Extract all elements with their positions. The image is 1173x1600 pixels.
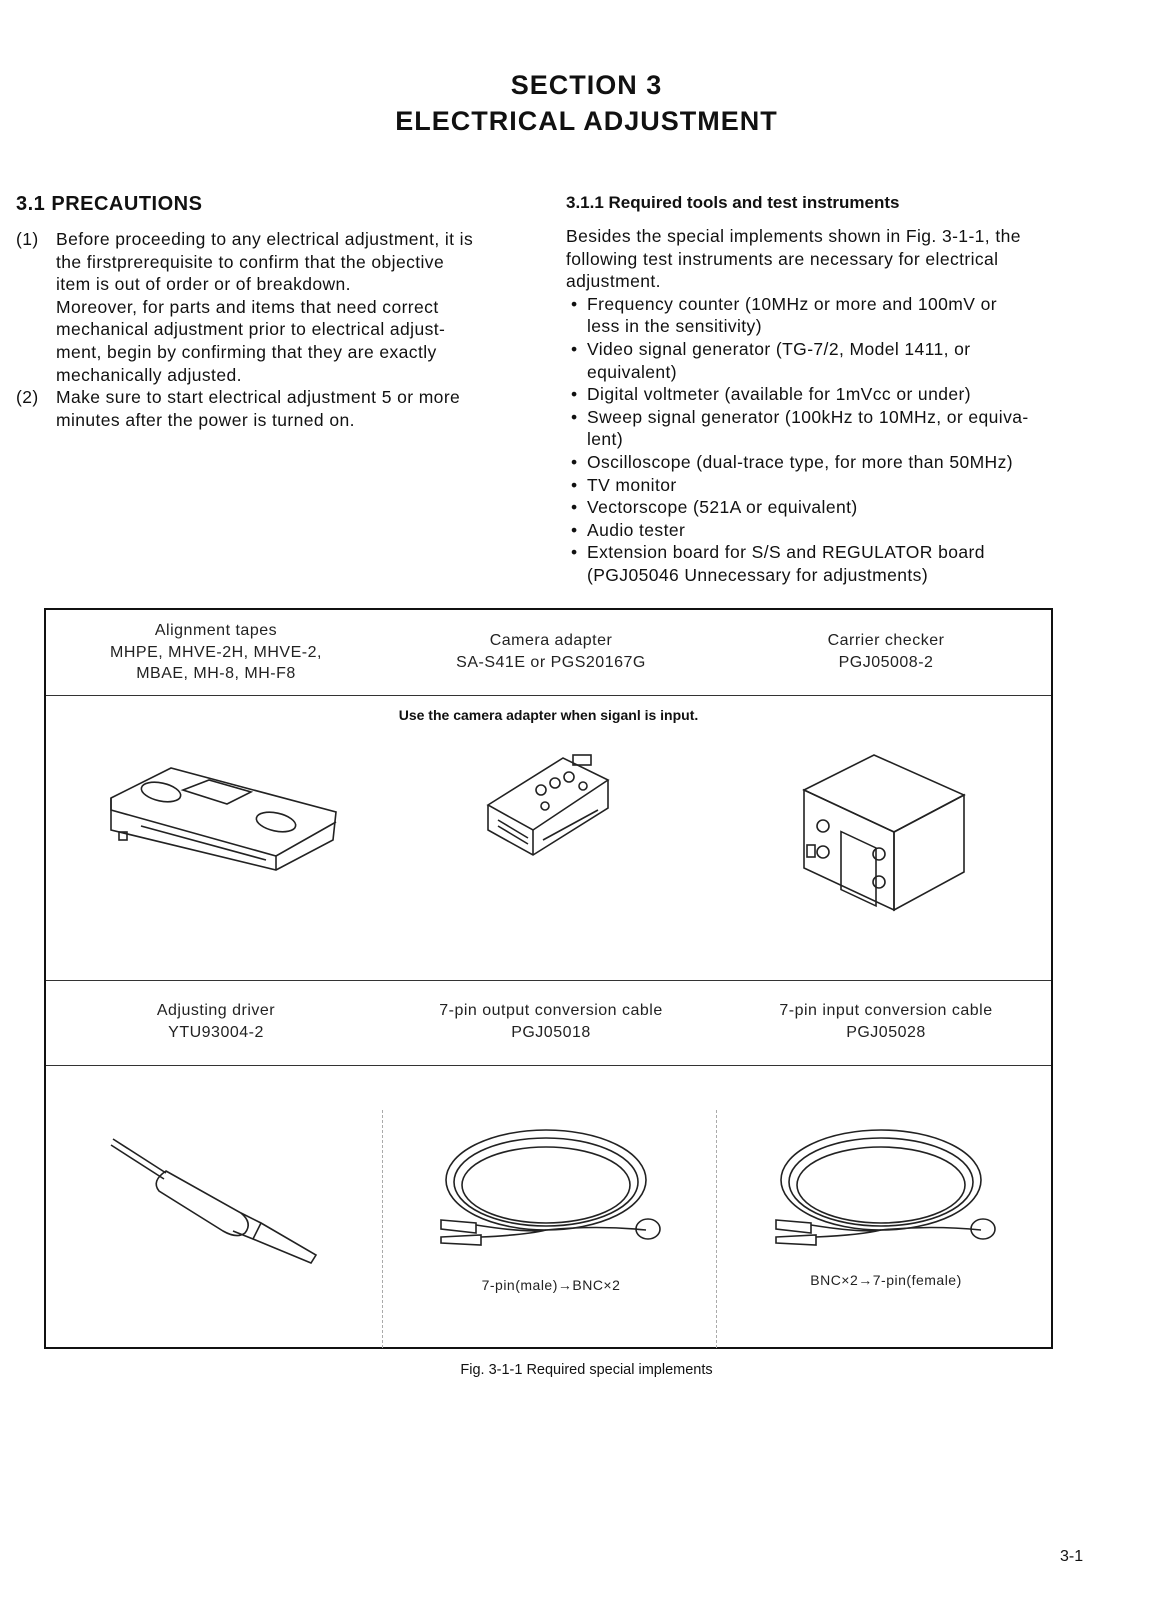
text-line: less in the sensitivity) xyxy=(587,316,762,337)
output-cable-icon xyxy=(436,1125,666,1285)
precaution-item xyxy=(16,386,541,431)
input-cable-icon xyxy=(771,1125,1001,1285)
text-line: (PGJ05046 Unnecessary for adjustments) xyxy=(587,564,929,585)
text-line: mechanical adjustment prior to electrical adjust- xyxy=(56,319,446,340)
camera-adapter-icon xyxy=(483,750,613,865)
text-line: • TV monitor xyxy=(587,474,677,495)
text-line: Moreover, for parts and items that need correct xyxy=(56,296,439,317)
implement-label xyxy=(736,1000,1036,1043)
divider xyxy=(46,1065,1051,1066)
divider xyxy=(716,1110,717,1348)
text-line: PGJ05008-2 xyxy=(838,653,934,671)
text-line: • Extension board for S/S and REGULATOR board xyxy=(587,542,985,563)
text-line: Carrier checker xyxy=(827,632,945,649)
text-line: PGJ05028 xyxy=(846,1023,926,1041)
instrument-item xyxy=(566,338,1086,383)
precaution-number: (2) xyxy=(16,387,39,408)
text-line: MHPE, MHVE-2H, MHVE-2, xyxy=(110,643,322,661)
instrument-item xyxy=(566,474,1086,497)
text-line: • Video signal generator (TG-7/2, Model 1411, or xyxy=(587,338,971,359)
implement-label xyxy=(401,630,701,673)
cable-direction-label: 7-pin(male)→BNC×2 xyxy=(481,1277,621,1293)
text-line: Make sure to start electrical adjustment 5 or more xyxy=(56,387,461,408)
text-line: equivalent) xyxy=(587,361,678,382)
section-number: SECTION 3 xyxy=(510,70,663,100)
text-line: minutes after the power is turned on. xyxy=(56,409,355,430)
divider xyxy=(382,1110,383,1348)
text-line: Adjusting driver xyxy=(156,1002,276,1019)
precaution-item xyxy=(16,228,541,386)
instrument-item xyxy=(566,496,1086,519)
text-line: 7-pin output conversion cable xyxy=(439,1002,663,1019)
instrument-item xyxy=(566,519,1086,542)
text-line: 7-pin input conversion cable xyxy=(779,1002,993,1019)
text-line: Alignment tapes xyxy=(154,622,278,639)
text-line: Camera adapter xyxy=(489,632,613,649)
tools-heading: 3.1.1 Required tools and test instruments xyxy=(566,193,900,212)
text-line: YTU93004-2 xyxy=(168,1023,264,1041)
tools-section xyxy=(566,225,1086,587)
text-line: • Frequency counter (10MHz or more and 100mV or xyxy=(587,293,997,314)
text-line: • Oscilloscope (dual-trace type, for more than 50MHz) xyxy=(587,451,1013,472)
text-line: mechanically adjusted. xyxy=(56,364,242,385)
text-line: • Audio tester xyxy=(587,519,686,540)
instrument-item xyxy=(566,383,1086,406)
text-line: MBAE, MH-8, MH-F8 xyxy=(136,665,296,682)
implement-label xyxy=(401,1000,701,1043)
text-line: Before proceeding to any electrical adjustment, it is xyxy=(56,229,474,249)
precaution-number: (1) xyxy=(16,229,39,249)
instrument-item xyxy=(566,293,1086,338)
text-line: ment, begin by confirming that they are exactly xyxy=(56,341,437,362)
implement-label xyxy=(736,630,1036,673)
instrument-item xyxy=(566,406,1086,451)
precautions-heading: 3.1 PRECAUTIONS xyxy=(16,193,203,215)
video-cassette-icon xyxy=(101,760,341,870)
text-line: item is out of order or of breakdown. xyxy=(56,274,351,295)
text-line: • Vectorscope (521A or equivalent) xyxy=(587,497,858,518)
text-line: the firstprerequisite to confirm that the objective xyxy=(56,251,445,272)
text-line: lent) xyxy=(587,429,624,450)
text-line: SA-S41E or PGS20167G xyxy=(456,653,646,671)
divider xyxy=(46,695,1051,696)
text-line: adjustment. xyxy=(566,271,661,292)
implement-label xyxy=(66,1000,366,1043)
figure-note: Use the camera adapter when siganl is input. xyxy=(398,707,699,723)
figure-caption: Fig. 3-1-1 Required special implements xyxy=(460,1362,713,1378)
text-line: • Digital voltmeter (available for 1mVcc or under) xyxy=(587,384,971,405)
implement-label xyxy=(66,620,366,685)
carrier-checker-icon xyxy=(799,750,969,910)
text-line: • Sweep signal generator (100kHz to 10MHz, or equiva- xyxy=(587,406,1029,427)
text-line: following test instruments are necessary for electrical xyxy=(566,248,999,269)
page-number: 3-1 xyxy=(1060,1548,1084,1565)
instrument-item xyxy=(566,541,1086,586)
implements-figure xyxy=(44,608,1053,1349)
instrument-item xyxy=(566,451,1086,474)
page-title: ELECTRICAL ADJUSTMENT xyxy=(395,106,778,136)
text-line: PGJ05018 xyxy=(511,1023,591,1041)
cable-direction-label: BNC×2→7-pin(female) xyxy=(810,1272,962,1288)
precautions-list xyxy=(16,228,541,431)
adjusting-driver-icon xyxy=(111,1135,326,1270)
text-line: Besides the special implements shown in Fig. 3-1-1, the xyxy=(566,226,1021,246)
divider xyxy=(46,980,1051,981)
